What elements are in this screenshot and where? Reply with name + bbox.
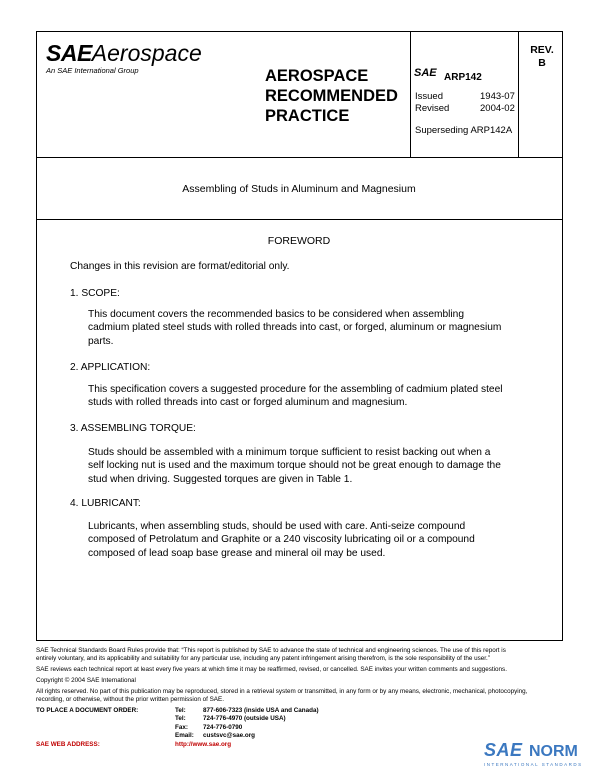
revised-label: Revised	[415, 103, 450, 114]
contact-block	[175, 707, 319, 740]
superseding: Superseding ARP142A	[415, 125, 513, 136]
lubricant-line: composed of lead soap base grease and mineral oil may be used.	[88, 547, 386, 559]
order-label: TO PLACE A DOCUMENT ORDER:	[36, 707, 139, 714]
header-divider-2	[518, 31, 519, 157]
footer-review: SAE reviews each technical report at least every five years at which time it may be reaffirmed, revised, or cancelled. SAE invites your written comments and suggestions.	[36, 666, 507, 673]
stamp-norm: NORM	[528, 743, 578, 760]
web-label: SAE WEB ADDRESS:	[36, 741, 100, 748]
stamp-small: INTERNATIONAL STANDARDS	[484, 762, 583, 767]
section-body-lubricant	[88, 520, 475, 560]
section-body-torque	[88, 446, 501, 486]
lubricant-line: Lubricants, when assembling studs, should be used with care. Anti-seize compound	[88, 521, 466, 532]
doc-type-line3: PRACTICE	[265, 107, 350, 125]
logo-tagline: An SAE International Group	[46, 66, 139, 75]
logo-sae: SAE	[46, 40, 92, 66]
section-body-scope	[88, 308, 501, 348]
torque-line: Studs should be assembled with a minimum torque sufficient to resist backing out when a	[88, 447, 491, 458]
logo-aerospace: Aerospace	[91, 40, 202, 66]
sae-aerospace-logo	[46, 42, 202, 65]
changes-note: Changes in this revision are format/editorial only.	[70, 261, 290, 272]
tel1-value: 877-606-7323 (inside USA and Canada)	[203, 707, 319, 714]
rev-label: REV.	[530, 44, 554, 56]
footer-copyright: Copyright © 2004 SAE International	[36, 677, 136, 684]
tel2-value: 724-776-4970 (outside USA)	[203, 715, 286, 723]
footer-rules	[36, 647, 576, 664]
stamp-sae: SAE	[484, 740, 523, 760]
left-border	[36, 31, 37, 640]
fax-label: Fax:	[175, 723, 188, 731]
doc-type-line1: AEROSPACE	[265, 67, 369, 85]
web-link[interactable]: http://www.sae.org	[175, 741, 232, 748]
header-bottom-border	[36, 157, 563, 158]
scope-line: This document covers the recommended basics to be considered when assembling	[88, 309, 465, 320]
foreword-heading: FOREWORD	[267, 235, 331, 247]
scope-line: cadmium plated steel studs with rolled threads into cast, or forged, aluminum or magnesium	[88, 322, 502, 334]
revision-box	[520, 44, 564, 70]
application-line: studs with rolled threads into cast or forged aluminum and magnesium.	[88, 397, 408, 409]
section-heading-torque: 3. ASSEMBLING TORQUE:	[70, 423, 196, 434]
title-bottom-border	[36, 219, 563, 220]
section-heading-lubricant: 4. LUBRICANT:	[70, 498, 141, 509]
email-label: Email:	[175, 731, 194, 739]
document-title: Assembling of Studs in Aluminum and Magnesium	[182, 183, 416, 195]
doc-type-line2: RECOMMENDED	[265, 87, 398, 105]
right-border	[562, 31, 563, 640]
rights-line: recording, or otherwise, without the prior written permission of SAE.	[36, 696, 224, 704]
lubricant-line: composed of Petrolatum and Graphite or a 240 viscosity lubricating oil or a compound	[88, 534, 475, 546]
section-heading-application: 2. APPLICATION:	[70, 362, 151, 373]
torque-line: self locking nut is used and the maximum torque should not be great enough to damage the	[88, 460, 501, 472]
document-number: ARP142	[444, 72, 482, 83]
rules-line: SAE Technical Standards Board Rules provide that: “This report is published by SAE to advance the state of technical and engineering sciences. The use of this report is	[36, 647, 506, 654]
rev-value: B	[538, 57, 546, 69]
section-heading-scope: 1. SCOPE:	[70, 288, 120, 299]
section-body-application	[88, 383, 503, 410]
header-top-border	[36, 31, 563, 32]
document-type	[265, 66, 415, 126]
fax-value: 724-776-0790	[203, 723, 243, 731]
email-link[interactable]: custsvc@sae.org	[203, 731, 255, 739]
sae-norm-stamp	[484, 740, 583, 767]
sae-mark: SAE	[414, 67, 437, 79]
tel2-label: Tel:	[175, 715, 186, 723]
issued-value: 1943-07	[480, 91, 515, 102]
scope-line: parts.	[88, 335, 114, 347]
rules-line: entirely voluntary, and its applicability and suitability for any particular use, including any patent infringement arising therefrom, is the sole responsibility of the user.”	[36, 655, 490, 663]
application-line: This specification covers a suggested procedure for the assembling of cadmium plated steel	[88, 384, 503, 395]
footer-rights	[36, 688, 581, 705]
issued-label: Issued	[415, 91, 443, 102]
rights-line: All rights reserved. No part of this publication may be reproduced, stored in a retrieval system or transmitted, in any form or by any means, electronic, mechanical, photocopying,	[36, 688, 528, 695]
revised-value: 2004-02	[480, 103, 515, 114]
body-bottom-border	[36, 640, 563, 641]
tel1-label: Tel:	[175, 707, 186, 714]
torque-line: stud when driving. Suggested torques are given in Table 1.	[88, 473, 353, 485]
